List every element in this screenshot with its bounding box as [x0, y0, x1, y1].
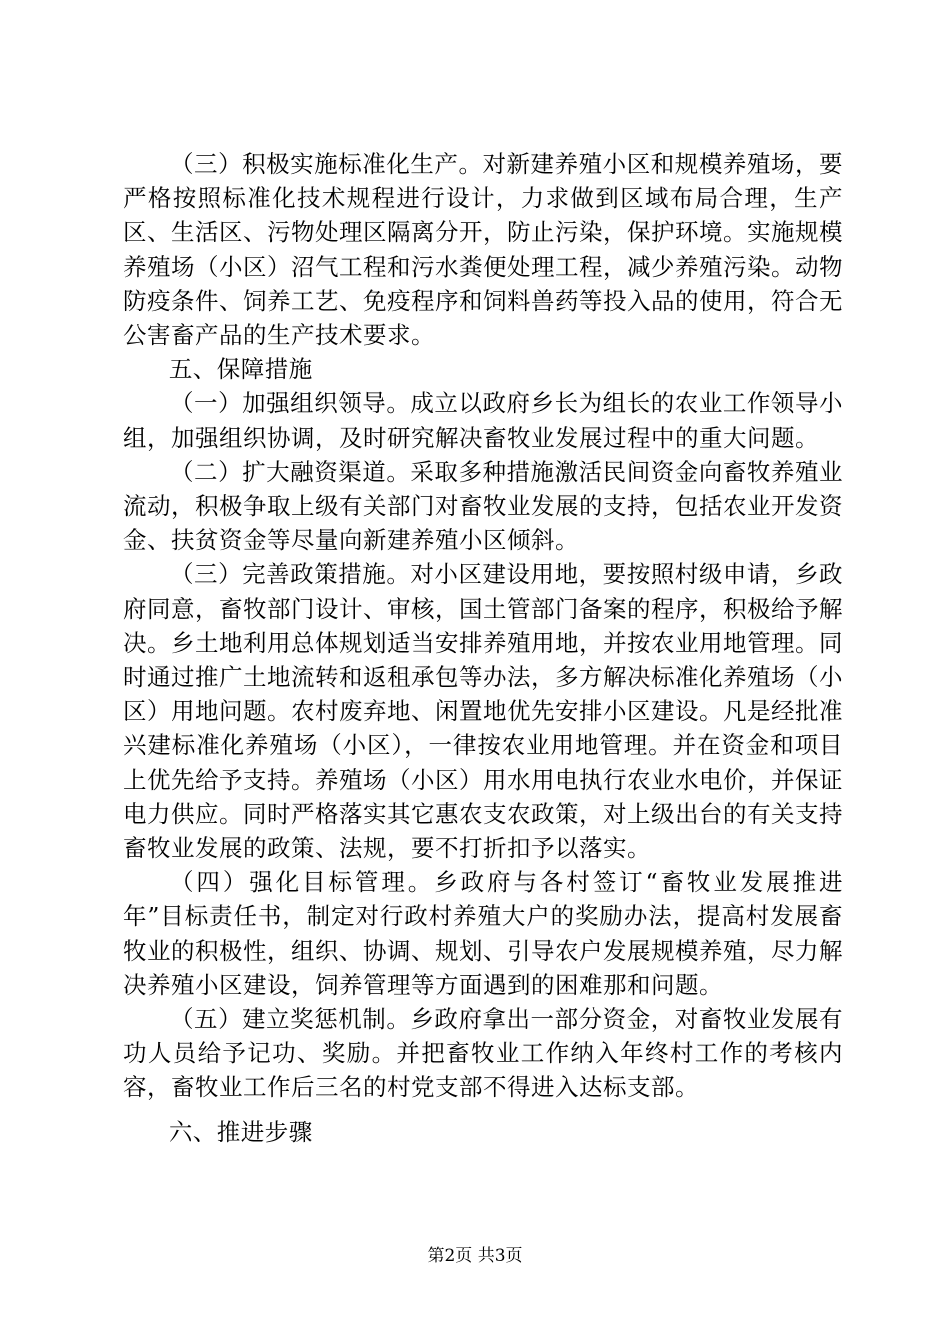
page-footer: 第2页 共3页 [427, 1246, 523, 1266]
paragraph-financing-channels: （二）扩大融资渠道。采取多种措施激活民间资金向畜牧养殖业流动，积极争取上级有关部门对畜牧业发展的支持，包括农业开发资金、扶贫资金等尽量向新建养殖小区倾斜。 [123, 457, 843, 555]
section-heading-steps: 六、推进步骤 [168, 1117, 313, 1146]
paragraph-organization-leadership: （一）加强组织领导。成立以政府乡长为组长的农业工作领导小组，加强组织协调，及时研究解决畜牧业发展过程中的重大问题。 [123, 389, 843, 452]
section-heading-safeguards: 五、保障措施 [168, 355, 313, 384]
paragraph-standardized-production: （三）积极实施标准化生产。对新建养殖小区和规模养殖场，要严格按照标准化技术规程进行设计，力求做到区域布局合理，生产区、生活区、污物处理区隔离分开，防止污染，保护环境。实施规模养殖场（小区）沼气工程和污水粪便处理工程，减少养殖污染。动物防疫条件、饲养工艺、免疫程序和饲料兽药等投入品的使用，符合无公害畜产品的生产技术要求。 [123, 150, 843, 350]
document-body [123, 147, 843, 1149]
paragraph-reward-punishment: （五）建立奖惩机制。乡政府拿出一部分资金，对畜牧业发展有功人员给予记功、奖励。并把畜牧业工作纳入年终村工作的考核内容，畜牧业工作后三名的村党支部不得进入达标支部。 [123, 1005, 843, 1102]
paragraph-target-management: （四）强化目标管理。乡政府与各村签订“畜牧业发展推进年”目标责任书，制定对行政村养殖大户的奖励办法，提高村发展畜牧业的积极性，组织、协调、规划、引导农户发展规模养殖，尽力解决养殖小区建设，饲养管理等方面遇到的困难那和问题。 [123, 868, 843, 999]
paragraph-policy-measures: （三）完善政策措施。对小区建设用地，要按照村级申请，乡政府同意，畜牧部门设计、审核，国土管部门备案的程序，积极给予解决。乡土地利用总体规划适当安排养殖用地，并按农业用地管理。同时通过推广土地流转和返租承包等办法，多方解决标准化养殖场（小区）用地问题。农村废弃地、闲置地优先安排小区建设。凡是经批准兴建标准化养殖场（小区），一律按农业用地管理。并在资金和项目上优先给予支持。养殖场（小区）用水用电执行农业水电价，并保证电力供应。同时严格落实其它惠农支农政策，对上级出台的有关支持畜牧业发展的政策、法规，要不打折扣予以落实。 [123, 560, 843, 863]
